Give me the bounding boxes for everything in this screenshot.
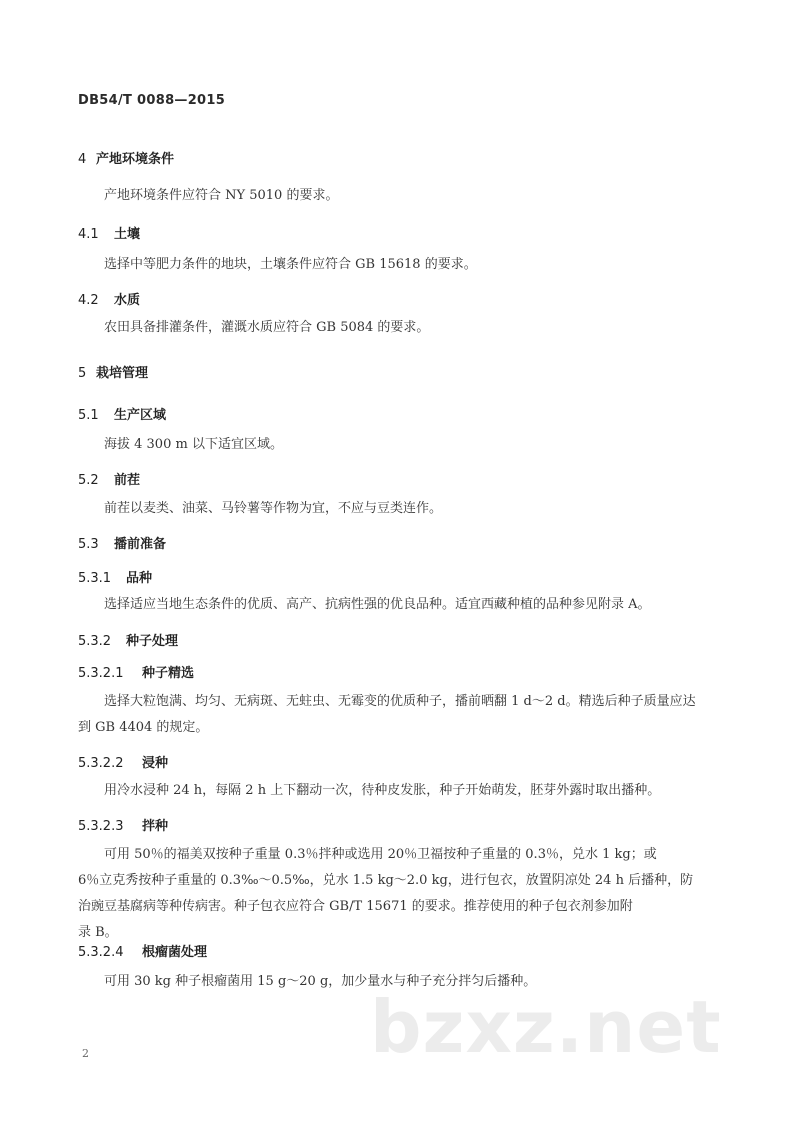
- heading-5-3-2-4: [78, 941, 207, 960]
- heading-5-3-2-3: [78, 815, 168, 834]
- section-number: 5.2: [78, 473, 99, 488]
- heading-4-1: [78, 223, 140, 242]
- heading-4: [78, 148, 174, 167]
- section-title: 种子处理: [126, 634, 179, 649]
- heading-4-2: [78, 289, 140, 308]
- section-number: 4: [78, 152, 87, 167]
- section-title: 拌种: [142, 819, 169, 834]
- heading-5-3-1: [78, 567, 152, 586]
- paragraph-5-1: 海拔 4 300 m 以下适宜区域。: [104, 437, 283, 452]
- paragraph-5-3-2-4: 可用 30 kg 种子根瘤菌用 15 g～20 g，加少量水与种子充分拌匀后播种。: [104, 974, 537, 989]
- section-number: 4.1: [78, 227, 99, 242]
- section-number: 5.3.1: [78, 571, 112, 586]
- heading-5-2: [78, 469, 140, 488]
- section-title: 生产区域: [114, 408, 167, 423]
- paragraph-line: 选择大粒饱满、均匀、无病斑、无蛀虫、无霉变的优质种子，播前晒翻 1 d～2 d。精选后种子质量应达: [104, 694, 696, 709]
- paragraph-5-2: 前茬以麦类、油菜、马铃薯等作物为宜，不应与豆类连作。: [104, 501, 443, 516]
- heading-5-3-2-2: [78, 752, 168, 771]
- paragraph-line: 可用 50％的福美双按种子重量 0.3％拌种或选用 20％卫福按种子重量的 0.3％，兑水 1 kg；或: [104, 847, 657, 862]
- paragraph-5-3-2-2: 用冷水浸种 24 h，每隔 2 h 上下翻动一次，待种皮发胀，种子开始萌发，胚芽外露时取出播种。: [104, 783, 661, 798]
- page-number: 2: [82, 1047, 89, 1060]
- paragraph-line: 到 GB 4404 的规定。: [78, 720, 209, 735]
- section-title: 土壤: [114, 227, 141, 242]
- section-number: 5.3.2.4: [78, 945, 124, 960]
- section-number: 5.3: [78, 537, 99, 552]
- section-number: 5.3.2: [78, 634, 112, 649]
- paragraph-line: 6％立克秀按种子重量的 0.3‰～0.5‰，兑水 1.5 kg～2.0 kg，进行包衣，放置阴凉处 24 h 后播种，防: [78, 873, 694, 888]
- section-title: 浸种: [142, 756, 169, 771]
- heading-5-3-2: [78, 630, 178, 649]
- heading-5-3: [78, 533, 166, 552]
- section-number: 5.3.2.2: [78, 756, 124, 771]
- paragraph-4-2: 农田具备排灌条件，灌溉水质应符合 GB 5084 的要求。: [104, 320, 430, 335]
- paragraph-4-1: 选择中等肥力条件的地块，土壤条件应符合 GB 15618 的要求。: [104, 257, 477, 272]
- section-title: 水质: [114, 293, 141, 308]
- section-title: 栽培管理: [96, 366, 149, 381]
- paragraph-5-3-1: 选择适应当地生态条件的优质、高产、抗病性强的优良品种。适宜西藏种植的品种参见附录 A。: [104, 597, 651, 612]
- section-number: 4.2: [78, 293, 99, 308]
- heading-5-1: [78, 404, 166, 423]
- heading-5-3-2-1: [78, 662, 194, 681]
- paragraph-line: 录 B。: [78, 925, 118, 940]
- section-title: 品种: [126, 571, 153, 586]
- section-title: 产地环境条件: [96, 152, 175, 167]
- section-number: 5.3.2.1: [78, 666, 124, 681]
- section-number: 5.1: [78, 408, 99, 423]
- section-title: 前茬: [114, 473, 141, 488]
- paragraph-line: 治豌豆基腐病等种传病害。种子包衣应符合 GB/T 15671 的要求。推荐使用的种子包衣剂参加附: [78, 899, 633, 914]
- watermark: bzxz.net: [370, 985, 722, 1069]
- section-title: 种子精选: [142, 666, 195, 681]
- heading-5: [78, 362, 148, 381]
- section-title: 播前准备: [114, 537, 167, 552]
- section-title: 根瘤菌处理: [142, 945, 208, 960]
- paragraph-4: 产地环境条件应符合 NY 5010 的要求。: [104, 188, 339, 203]
- section-number: 5.3.2.3: [78, 819, 124, 834]
- section-number: 5: [78, 366, 87, 381]
- document-code: DB54/T 0088—2015: [78, 93, 226, 108]
